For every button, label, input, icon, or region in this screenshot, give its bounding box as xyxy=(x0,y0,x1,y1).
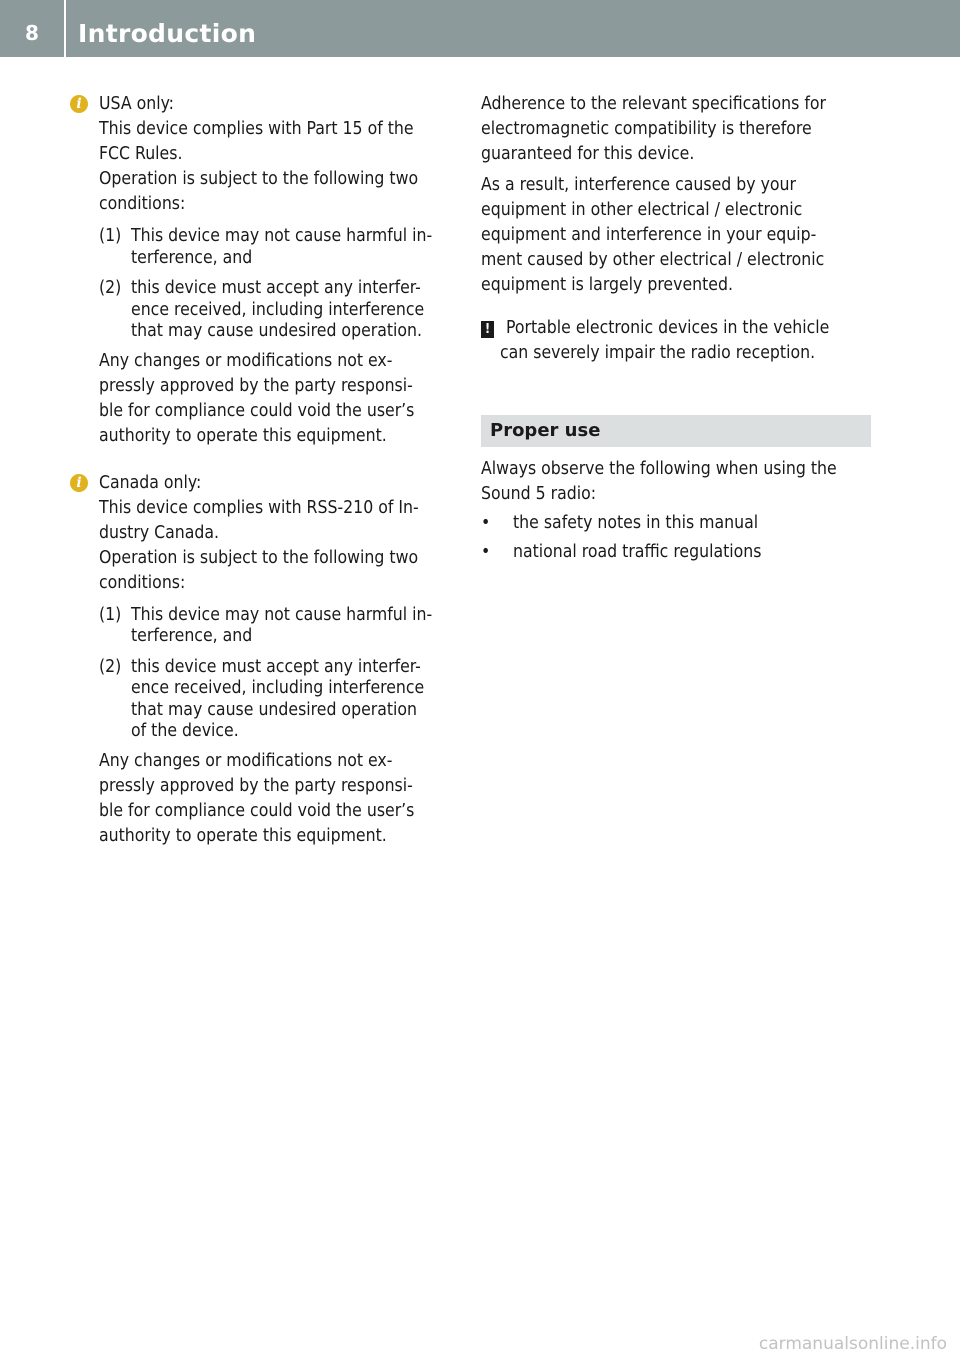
canada-line: This device complies with RSS-210 of In- xyxy=(99,497,419,518)
info-icon: i xyxy=(70,474,88,492)
condition-item xyxy=(99,657,455,743)
list-item xyxy=(481,511,871,536)
bullet-icon: • xyxy=(481,542,491,562)
chapter-title: Introduction xyxy=(78,19,257,48)
condition-text: this device must accept any interfer- ence received, including interference that may cause undesired operation. xyxy=(131,278,425,341)
page-number: 8 xyxy=(0,0,66,57)
condition-item xyxy=(99,226,455,269)
list-item-text: national road traffic regulations xyxy=(513,542,762,562)
condition-number: (1) xyxy=(99,604,122,625)
usa-line: FCC Rules. xyxy=(99,144,183,164)
condition-text: This device may not cause harmful in- terference, and xyxy=(131,226,433,268)
canada-info-note xyxy=(70,471,455,849)
condition-item xyxy=(99,605,455,648)
warning-note xyxy=(481,316,871,366)
list-item-text: the safety notes in this manual xyxy=(513,513,759,533)
usa-line: conditions: xyxy=(99,194,186,214)
emc-paragraph: Adherence to the relevant specifications for electromagnetic compatibility is therefore guaranteed for this device. xyxy=(481,94,826,164)
warning-text: Portable electronic devices in the vehicle xyxy=(506,318,830,338)
condition-item xyxy=(99,278,455,343)
canada-heading: Canada only: xyxy=(99,472,202,493)
condition-text: this device must accept any interfer- ence received, including interference that may cause undesired operation of the device. xyxy=(131,656,425,741)
condition-text: This device may not cause harmful in- terference, and xyxy=(131,604,433,646)
warning-text-continued: can severely impair the radio reception. xyxy=(500,343,816,363)
page-header xyxy=(0,0,960,57)
canada-closing: Any changes or modifications not ex- pressly approved by the party responsi- ble for compliance could void the user’s authority to operate this equipment. xyxy=(99,750,415,846)
condition-number: (1) xyxy=(99,226,122,246)
canada-line: Operation is subject to the following two xyxy=(99,547,419,568)
list-item xyxy=(481,540,871,565)
usa-heading: USA only: xyxy=(99,94,174,114)
left-column xyxy=(70,92,455,849)
right-column xyxy=(481,92,871,565)
usa-closing: Any changes or modifications not ex- pressly approved by the party responsi- ble for compliance could void the user’s authority to operate this equipment. xyxy=(99,350,415,446)
section-heading: Proper use xyxy=(481,415,871,447)
usa-line: This device complies with Part 15 of the xyxy=(99,119,414,139)
bullet-icon: • xyxy=(481,513,491,533)
condition-number: (2) xyxy=(99,278,122,298)
condition-number: (2) xyxy=(99,656,122,677)
watermark: carmanualsonline.info xyxy=(758,1334,947,1354)
proper-use-intro: Always observe the following when using the Sound 5 radio: xyxy=(481,459,837,504)
usa-info-note xyxy=(70,92,455,449)
info-icon: i xyxy=(70,95,88,113)
canada-line: conditions: xyxy=(99,572,186,593)
usa-line: Operation is subject to the following two xyxy=(99,169,419,189)
interference-paragraph: As a result, interference caused by your equipment in other electrical / electronic equipment and interference in your equip- ment caused by other electrical / electronic equipment is largely prevented. xyxy=(481,175,825,295)
warning-icon: ! xyxy=(481,321,494,338)
canada-line: dustry Canada. xyxy=(99,522,220,543)
